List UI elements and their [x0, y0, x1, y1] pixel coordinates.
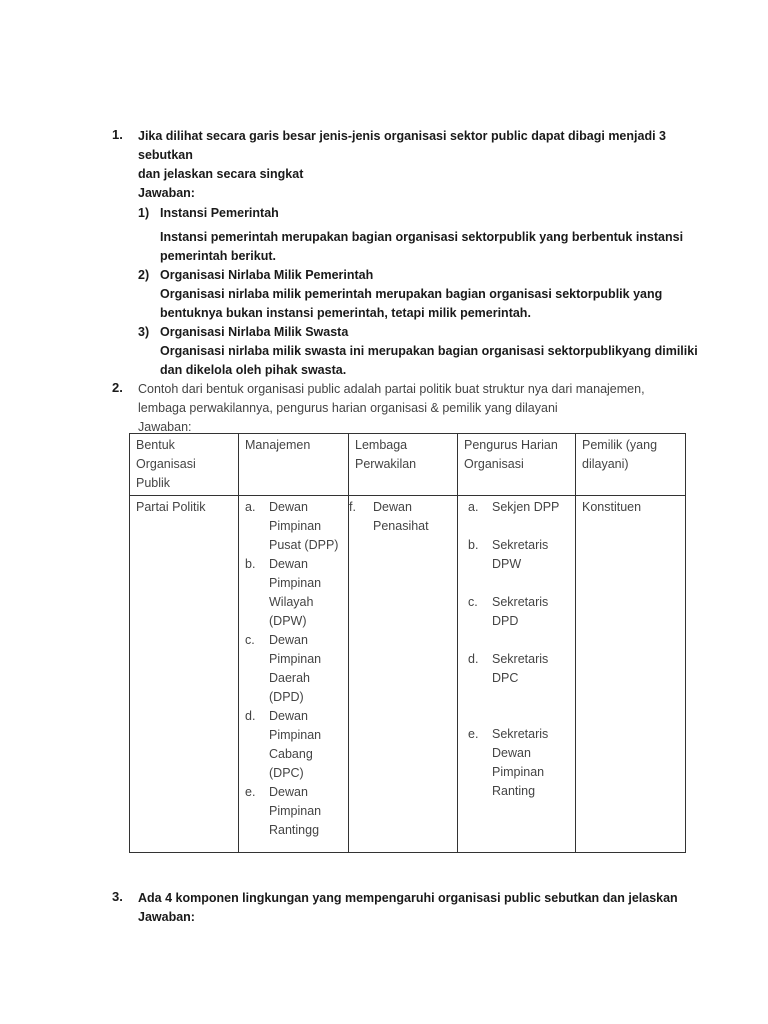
item-number: 2): [138, 268, 150, 282]
table-cell-lembaga: [349, 496, 458, 853]
item-text: Sekretaris Dewan Pimpinan Ranting: [492, 727, 549, 798]
table-cell-manajemen: [239, 496, 349, 853]
item-marker: c.: [468, 595, 478, 609]
list-item: [138, 266, 702, 323]
item-marker: d.: [245, 709, 256, 723]
item-marker: a.: [245, 500, 256, 514]
item-text: Dewan Pimpinan Cabang (DPC): [269, 709, 322, 780]
question-text: dan jelaskan secara singkat: [138, 167, 304, 181]
item-marker: f.: [349, 500, 356, 514]
list-item: [245, 783, 342, 840]
table-header: Lembaga Perwakilan: [349, 434, 458, 496]
item-marker: e.: [245, 785, 256, 799]
item-text: Dewan Pimpinan Pusat (DPP): [269, 500, 339, 552]
table-header: Bentuk Organisasi Publik: [130, 434, 239, 496]
item-title: Organisasi Nirlaba Milik Swasta: [160, 325, 349, 339]
item-text: Organisasi nirlaba milik swasta ini merupakan bagian organisasi sektorpublikyang dimiliki: [160, 344, 698, 358]
question-number: 1.: [112, 127, 123, 142]
question-text: Jika dilihat secara garis besar jenis-jenis organisasi sektor public dapat dibagi menjadi 3 sebutkan: [138, 129, 666, 162]
item-number: 1): [138, 206, 150, 220]
item-marker: b.: [245, 557, 256, 571]
item-text: Organisasi nirlaba milik pemerintah merupakan bagian organisasi sektorpublik yang: [160, 287, 663, 301]
table-header-row: [130, 434, 686, 496]
table-header: Pemilik (yang dilayani): [576, 434, 686, 496]
list-item: [468, 536, 569, 574]
question-3: [112, 889, 702, 927]
item-text: Sekretaris DPC: [492, 652, 549, 685]
list-item: [245, 707, 342, 783]
table-header: Manajemen: [239, 434, 349, 496]
question-2: [112, 380, 702, 437]
item-title: Organisasi Nirlaba Milik Pemerintah: [160, 268, 374, 282]
item-marker: d.: [468, 652, 479, 666]
item-text: Dewan Penasihat: [373, 500, 429, 533]
list-item: [138, 204, 702, 266]
list-item: [245, 631, 342, 707]
answer-label: Jawaban:: [138, 186, 195, 200]
item-marker: b.: [468, 538, 479, 552]
item-text: Dewan Pimpinan Rantingg: [269, 785, 322, 837]
question-text: Contoh dari bentuk organisasi public adalah partai politik buat struktur nya dari manajemen,: [138, 382, 645, 396]
item-text: pemerintah berikut.: [160, 249, 276, 263]
item-title: Instansi Pemerintah: [160, 206, 279, 220]
item-text: Dewan Pimpinan Wilayah (DPW): [269, 557, 322, 628]
question-1: [112, 127, 702, 380]
item-text: bentuknya bukan instansi pemerintah, tetapi milik pemerintah.: [160, 306, 531, 320]
item-text: Sekretaris DPD: [492, 595, 549, 628]
item-text: Dewan Pimpinan Daerah (DPD): [269, 633, 322, 704]
list-item: [468, 498, 569, 517]
question-number: 2.: [112, 380, 123, 395]
list-item: [468, 725, 569, 801]
table-cell-bentuk: Partai Politik: [130, 496, 239, 853]
structure-table: [129, 433, 686, 853]
item-number: 3): [138, 325, 150, 339]
table-row: [130, 496, 686, 853]
question-text: Ada 4 komponen lingkungan yang mempengaruhi organisasi public sebutkan dan jelaskan: [138, 891, 678, 905]
item-text: dan dikelola oleh pihak swasta.: [160, 363, 347, 377]
list-item: [468, 593, 569, 631]
list-item: [138, 323, 702, 380]
item-marker: c.: [245, 633, 255, 647]
table-header: Pengurus Harian Organisasi: [458, 434, 576, 496]
item-text: Instansi pemerintah merupakan bagian organisasi sektorpublik yang berbentuk instansi: [160, 230, 684, 244]
table-cell-pengurus: [458, 496, 576, 853]
question-number: 3.: [112, 889, 123, 904]
answer-label: Jawaban:: [138, 910, 195, 924]
item-marker: a.: [468, 500, 479, 514]
list-item: [245, 498, 342, 555]
table-cell-pemilik: Konstituen: [576, 496, 686, 853]
item-marker: e.: [468, 727, 479, 741]
list-item: [468, 650, 569, 688]
item-text: Sekretaris DPW: [492, 538, 549, 571]
list-item: [349, 498, 451, 536]
answer-label: Jawaban:: [138, 420, 192, 434]
item-text: Sekjen DPP: [492, 500, 560, 514]
list-item: [245, 555, 342, 631]
question-text: lembaga perwakilannya, pengurus harian organisasi & pemilik yang dilayani: [138, 401, 558, 415]
